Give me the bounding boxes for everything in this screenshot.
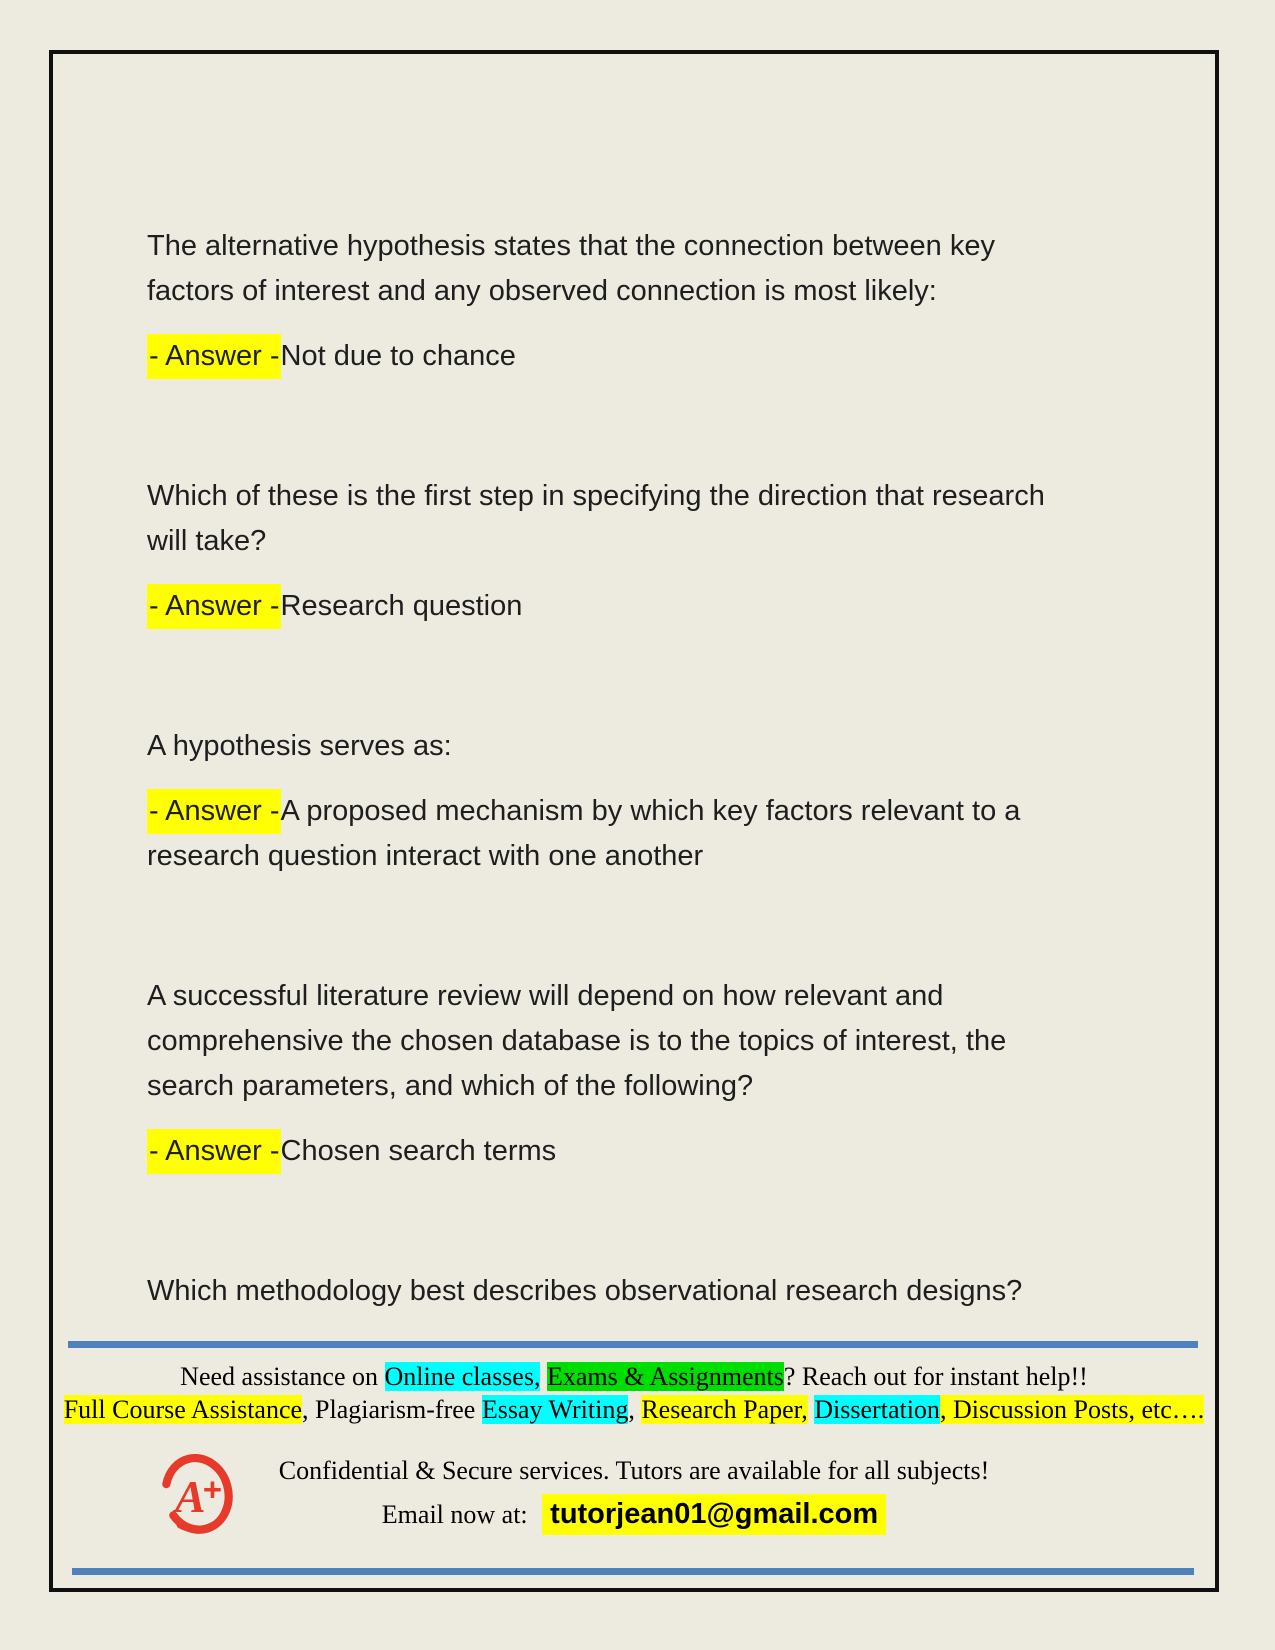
email-address[interactable]: tutorjean01@gmail.com [542, 1494, 886, 1535]
question-line: comprehensive the chosen database is to the topics of interest, the [147, 1025, 1007, 1057]
bottom-divider-rule [72, 1568, 1194, 1575]
footer-divider-rule [68, 1341, 1198, 1348]
answer-paragraph [147, 584, 1087, 629]
footer-brand-section [53, 1455, 1215, 1531]
footer-ad-line2 [53, 1394, 1215, 1426]
question-paragraph [147, 474, 1087, 564]
answer-text-line2: research question interact with one another [147, 840, 704, 872]
answer-text: Not due to chance [280, 340, 516, 372]
answer-paragraph [147, 334, 1087, 379]
ad-text: ? Reach out for instant help!! [783, 1362, 1088, 1391]
ad-text: , Plagiarism-free [302, 1395, 482, 1424]
question-line: will take? [147, 525, 267, 557]
qa-content [53, 54, 1147, 1314]
answer-label-highlight: - Answer - [147, 1129, 281, 1174]
question-line: A successful literature review will depend on how relevant and [147, 980, 944, 1012]
confidential-line: Confidential & Secure services. Tutors are available for all subjects! [278, 1456, 990, 1485]
question-line: Which of these is the first step in specifying the direction that research [147, 480, 1045, 512]
answer-paragraph [147, 1129, 1087, 1174]
question-paragraph [147, 224, 1087, 314]
ad-highlight-exams-assignments: Exams & Assignments [546, 1362, 784, 1391]
answer-label-highlight: - Answer - [147, 584, 281, 629]
ad-text: Need assistance on [180, 1362, 385, 1391]
ad-text: , [628, 1395, 642, 1424]
answer-text: Research question [280, 590, 523, 622]
question-paragraph [147, 974, 1087, 1109]
a-plus-logo-icon [157, 1449, 239, 1547]
answer-label-highlight: - Answer - [147, 789, 281, 834]
ad-highlight-online-classes: Online classes, [384, 1362, 541, 1391]
question-paragraph [147, 1269, 1087, 1314]
svg-text:+: + [202, 1470, 223, 1508]
ad-highlight-dissertation: Dissertation [814, 1395, 940, 1424]
answer-text: A proposed mechanism by which key factors relevant to a [280, 795, 1021, 827]
email-label: Email now at: [381, 1500, 528, 1529]
question-paragraph [147, 724, 1087, 769]
question-line: The alternative hypothesis states that the connection between key [147, 230, 995, 262]
question-line: A hypothesis serves as: [147, 730, 452, 762]
question-line: search parameters, and which of the following? [147, 1070, 754, 1102]
ad-highlight-research-paper: Research Paper, [641, 1395, 808, 1424]
question-line: Which methodology best describes observational research designs? [147, 1275, 1023, 1307]
answer-paragraph [147, 789, 1087, 879]
answer-text: Chosen search terms [280, 1135, 557, 1167]
svg-text:A: A [175, 1470, 206, 1522]
answer-label-highlight: - Answer - [147, 334, 281, 379]
ad-highlight-discussion-posts: , Discussion Posts, etc…. [939, 1395, 1205, 1424]
ad-text [540, 1362, 547, 1391]
ad-highlight-full-course: Full Course Assistance [63, 1395, 303, 1424]
page-border-frame [49, 50, 1219, 1592]
ad-highlight-essay-writing: Essay Writing [481, 1395, 629, 1424]
question-line: factors of interest and any observed connection is most likely: [147, 275, 937, 307]
footer-ad-line1 [53, 1361, 1215, 1393]
